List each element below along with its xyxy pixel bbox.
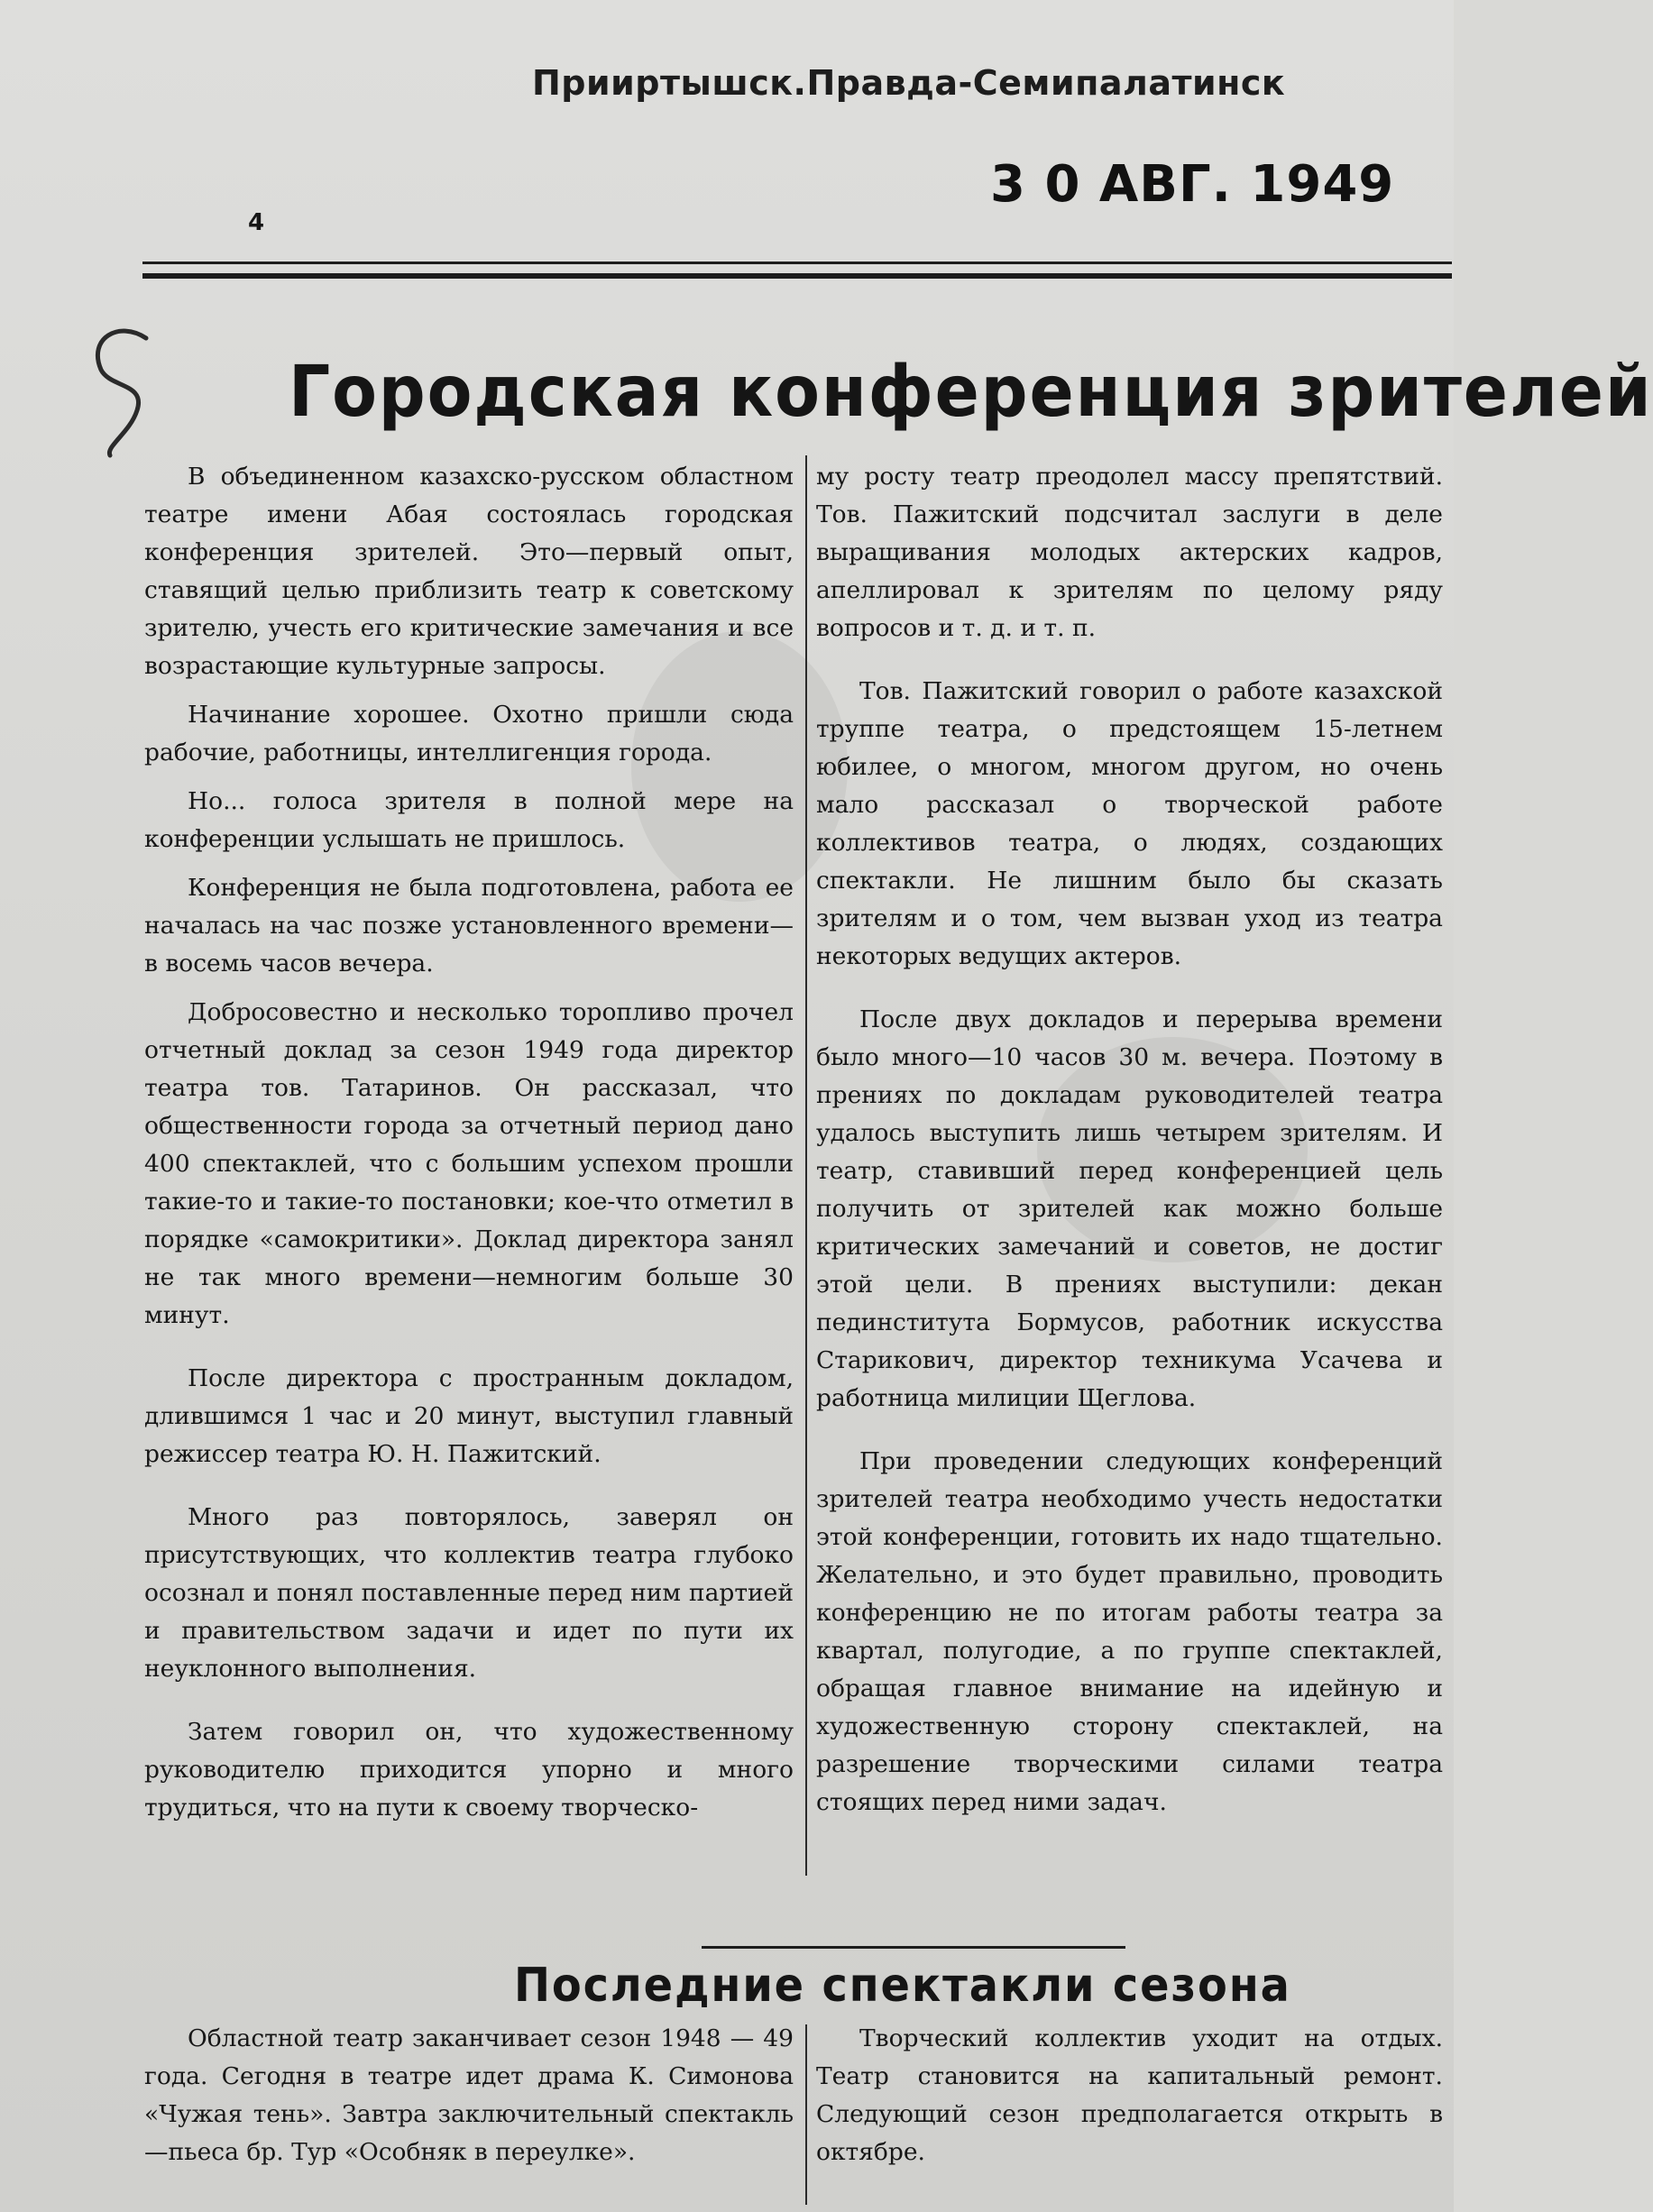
column-divider bbox=[805, 2024, 807, 2205]
paragraph: Много раз повторялось, заверял он присутствующих, что коллектив театра глубоко осознал и понял поставленные перед ним партией и правительством задачи и идет по пути их неуклонного выполнения. bbox=[144, 1503, 794, 1683]
section-rule bbox=[702, 1946, 1125, 1949]
paragraph: В объединенном казахско-русском областном театре имени Абая состоялась городская конференция зрителей. Это—первый опыт, ставящий целью приблизить театр к советскому зрителю, учесть его критические замечания и все возрастающие культурные запросы. bbox=[144, 463, 794, 680]
paragraph: Начинание хорошее. Охотно пришли сюда рабочие, работницы, интеллигенция города. bbox=[144, 701, 794, 766]
paragraph: Конференция не была подготовлена, работа ее началась на час позже установленного времени—в восемь часов вечера. bbox=[144, 874, 794, 978]
handwritten-mark-icon bbox=[83, 320, 164, 464]
header-rule bbox=[142, 262, 1452, 279]
paragraph: Затем говорил он, что художественному руководителю приходится упорно и много трудиться, что на пути к своему творческо- bbox=[144, 1718, 794, 1822]
paragraph: Добросовестно и несколько торопливо прочел отчетный доклад за сезон 1949 года директор театра тов. Татаринов. Он рассказал, что общественности города за отчетный период дано 400 спектаклей, что с большим успехом прошли такие-то и такие-то постановки; кое-что отметил в порядке «самокритики». Доклад директора занял не так много времени—немногим больше 30 минут. bbox=[144, 998, 794, 1329]
page-number: 4 bbox=[248, 209, 265, 236]
date-stamp: 3 0 АВГ. 1949 bbox=[990, 155, 1395, 214]
paragraph: му росту театр преодолел массу препятствий. Тов. Пажитский подсчитал заслуги в деле выращивания молодых актерских кадров, апеллировал к зрителям по целому ряду вопросов и т. д. и т. п. bbox=[816, 463, 1443, 642]
column-divider bbox=[805, 455, 807, 1876]
article-column-left bbox=[144, 458, 794, 1838]
paragraph: Но... голоса зрителя в полной мере на конференции услышать не пришлось. bbox=[144, 787, 794, 853]
paragraph: Тов. Пажитский говорил о работе казахской труппе театра, о предстоящем 15-летнем юбилее, о многом, многом другом, но очень мало рассказал о творческой работе коллективов театра, о людях, создающих спектакли. Не лишним было бы сказать зрителям и о том, чем вызван уход из театра некоторых ведущих актеров. bbox=[816, 677, 1443, 970]
source-stamp: Прииртышск.Правда-Семипалатинск bbox=[532, 63, 1286, 103]
second-article-headline: Последние спектакли сезона bbox=[514, 1959, 1291, 2013]
article-column-right bbox=[816, 458, 1443, 1832]
paragraph: При проведении следующих конференций зрителей театра необходимо учесть недостатки этой конференции, готовить их надо тщательно. Желательно, и это будет правильно, проводить конференцию не по итогам работы театра за квартал, полугодие, а по группе спектаклей, обращая главное внимание на идейную и художественную сторону спектаклей, на разрешение творческими силами театра стоящих перед ними задач. bbox=[816, 1447, 1443, 1816]
second-article-column-left bbox=[144, 2020, 794, 2182]
paragraph: После директора с пространным докладом, длившимся 1 час и 20 минут, выступил главный режиссер театра Ю. Н. Пажитский. bbox=[144, 1364, 794, 1468]
article-headline: Городская конференция зрителей bbox=[289, 352, 1653, 433]
second-article-column-right bbox=[816, 2020, 1443, 2182]
paragraph: Областной театр заканчивает сезон 1948 — 49 года. Сегодня в театре идет драма К. Симонова «Чужая тень». Завтра заключительный спектакль—пьеса бр. Тур «Особняк в переулке». bbox=[144, 2024, 794, 2166]
paragraph: После двух докладов и перерыва времени было много—10 часов 30 м. вечера. Поэтому в прениях по докладам руководителей театра удалось выступить лишь четырем зрителям. И театр, ставивший перед конференцией цель получить от зрителей как можно больше критических замечаний и советов, не достиг этой цели. В прениях выступили: декан пединститута Бормусов, работник искусства Старикович, директор техникума Усачева и работница милиции Щеглова. bbox=[816, 1005, 1443, 1412]
paragraph: Творческий коллектив уходит на отдых. Театр становится на капитальный ремонт. Следующий сезон предполагается открыть в октябре. bbox=[816, 2024, 1443, 2166]
